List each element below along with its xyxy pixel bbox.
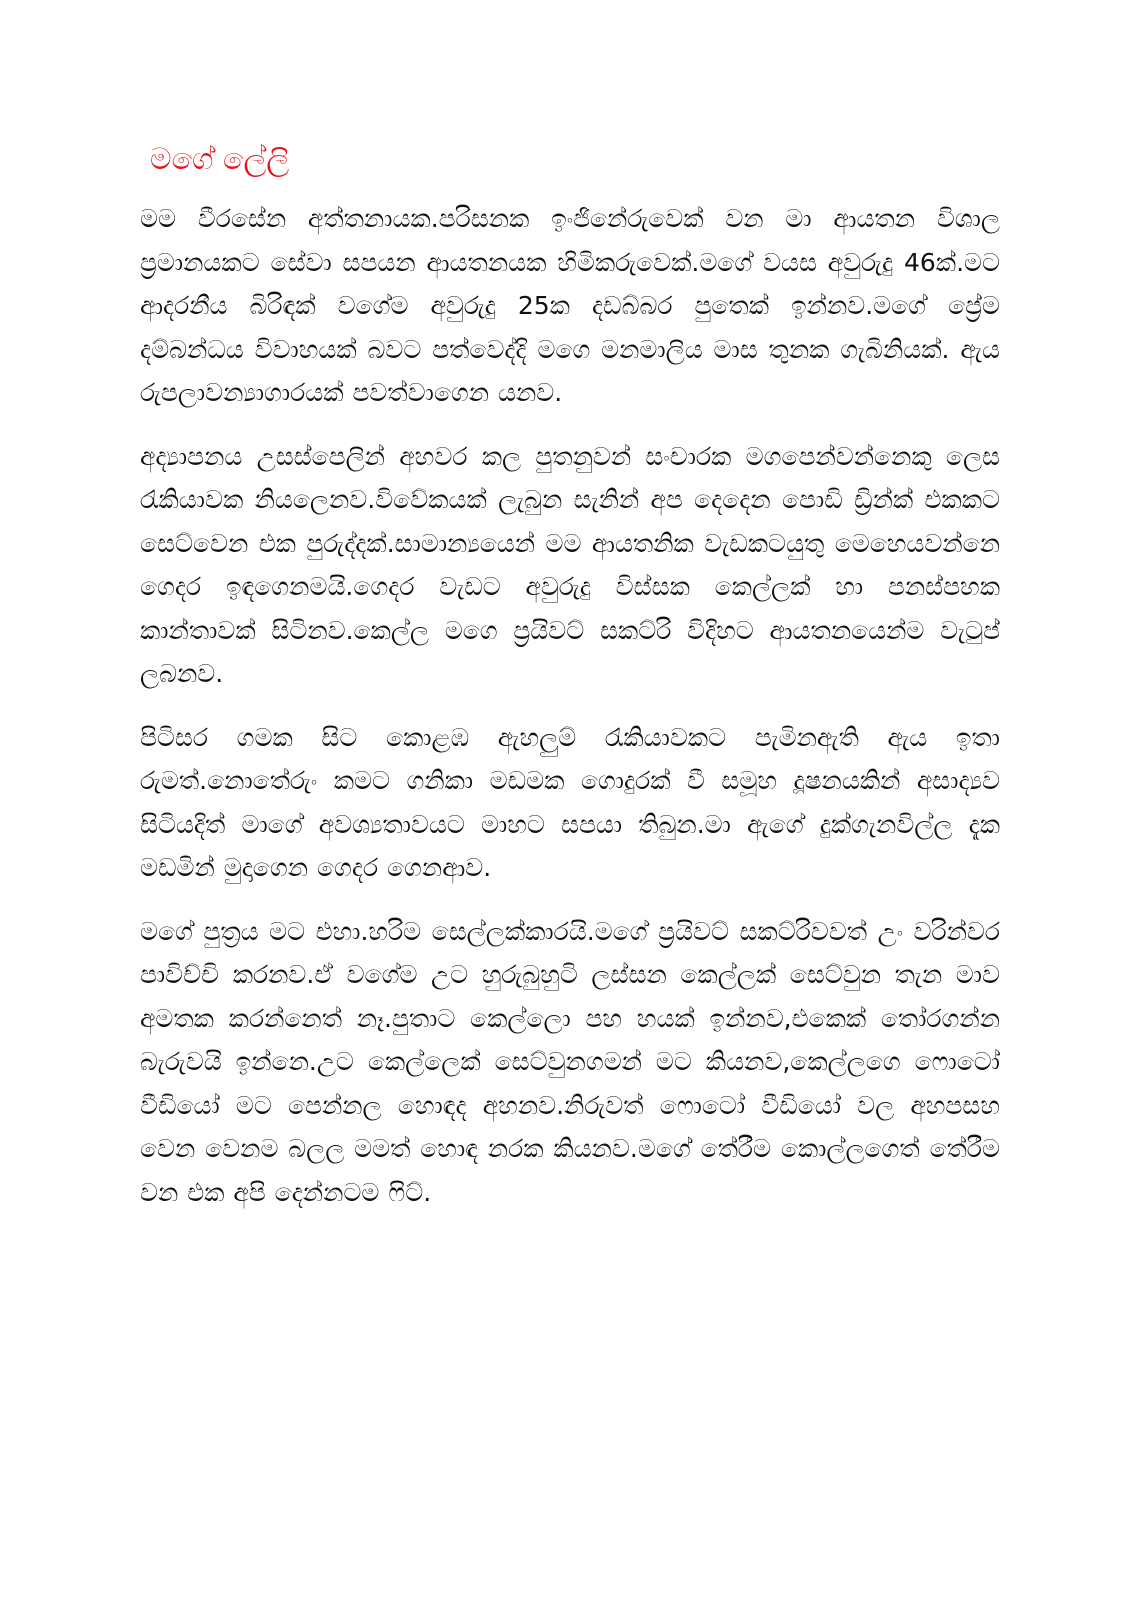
paragraph-1: මම වීරසේන අත්තනායක.පරිසනක ඉංජිනේරුවෙක් වන මා ආයතන විශාල ප්‍රමානයකට සේවා සපයන ආයතනයක හිමිකරුවෙක්.මගේ වයස අවුරුදු 46ක්.මට ආදරනීය බිරිඳක් වගේම අවුරුදු 25ක දඩබ්බර පුතෙක් ඉන්නව.මගේ ප්‍රේම දම්බන්ධය විවාහයක් බවට පත්වෙද්දි මගෙ මනමාලිය මාස තුනක ගැබිනියක්. ඇය රුපලාවන්‍යාගාරයක් පවත්වාගෙන යනව. — [140, 204, 1000, 407]
document-title: මගේ ලේලි — [150, 142, 290, 177]
paragraph-4: මගේ පුත්‍රය මට එහා.හරිම සෙල්ලක්කාරයි.මගේ ප්‍රයිවට් සකට්රිවවත් උං වරින්වර පාවිච්චි කරනව.ඒ වගේම උට හුරුබුහුටි ලස්සන කෙල්ලක් සෙට්වුන තැන මාව අමතක කරන්නෙත් නෑ.පුතාට කෙල්ලො පහ හයක් ඉන්නව,එකෙක් තෝරගන්න බැරුවයි ඉන්නෙ.උට කෙල්ලෙක් සෙට්වුනගමන් මට කියනව,කෙල්ලගෙ ෆොටෝ වීඩියෝ මට පෙන්නල හොඳද අහනව.නිරුවත් ෆොටෝ වීඩියෝ වල අහපසහ වෙන වෙනම බලල මමත් හොඳ නරක කියනව.මගේ තේරීම කොල්ලගෙත් තේරීම වන එක අපි දෙන්නටම ෆිට්. — [140, 916, 1000, 1207]
document-body — [140, 197, 1000, 1234]
paragraph-3: පිටිසර ගමක සිට කොළඹ ඇහලුම් රැකියාවකට පැමිනඇති ඇය ඉතා රුමත්.නොතේරුං කමට ගනිකා මඩමක ගොදුරක් වී සමූහ දූෂනයකින් අසාද්‍යව සිටියදිත් මාගේ අවශ්‍යතාවයට මාහට සපයා තිබුන.මා ඇගේ දුක්ගැනවිල්ල දැක මඩමින් මුදාගෙන ගෙදර ගෙනආව. — [140, 722, 1000, 882]
paragraph-2: අද්‍යාපනය උසස්පෙලින් අහවර කල පුතනුවන් සංචාරක මගපෙන්වන්නෙකු ලෙස රැකියාවක නියලෙනව.විවේකයක් ලැබුන සැනින් අප දෙදෙන පොඩි ඩ්‍රින්ක් එකකට සෙට්වෙන එක පුරුද්දක්.සාමාන්‍යයෙන් මම ආයතනික වැඩකටයුතු මෙහෙයවන්නෙ ගෙදර ඉඳගෙනමයි.ගෙදර වැඩට අවුරුදු විස්සක කෙල්ලක් හා පනස්පහක කාන්තාවක් සිටිනව.කෙල්ල මගෙ ප්‍රයිවට් සකට්රි විදිහට ආයතනයෙන්ම වැටුප් ලබනව. — [140, 441, 1000, 688]
